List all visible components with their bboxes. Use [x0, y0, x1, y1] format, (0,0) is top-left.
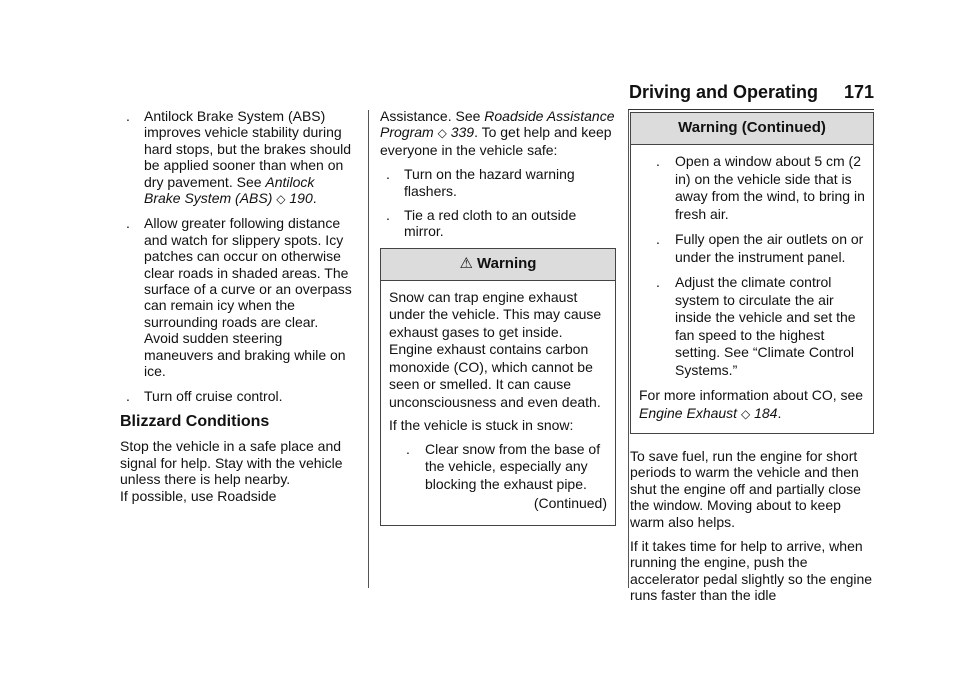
list-item: [120, 388, 352, 404]
paragraph: If it takes time for help to arrive, when running the engine, push the accelerator pedal slightly so the engine runs faster than the idle: [630, 538, 873, 604]
warning-body: [631, 145, 873, 433]
warning-header: Warning (Continued): [631, 113, 873, 145]
bullet: .: [386, 166, 390, 183]
section-title: Driving and Operating: [628, 82, 818, 102]
bullet: .: [126, 108, 130, 124]
bullet-text: Turn on the hazard warning flashers.: [404, 166, 575, 199]
list-item: [120, 215, 352, 379]
bullet-text: Antilock Brake System (ABS) improves vehicle stability during hard stops, but the brakes should be applied sooner than when on dry pavement. See: [144, 108, 352, 190]
list-item: [380, 207, 616, 240]
page-reference[interactable]: 190: [289, 190, 313, 207]
bullet-text: Adjust the climate control system to circulate the air inside the vehicle and set the fan speed to the highest setting. See “Climate Control Systems.”: [675, 274, 856, 378]
bullet: .: [386, 207, 390, 224]
text: For more information about CO, see: [639, 387, 864, 403]
page-ref-icon: ◇: [276, 192, 286, 207]
page-reference[interactable]: 184: [754, 404, 778, 421]
text: Assistance. See: [380, 108, 481, 124]
column-left: [120, 108, 352, 512]
list-item: [380, 166, 616, 199]
continued-label: (Continued): [533, 495, 607, 512]
warning-title: Warning: [477, 255, 537, 273]
page-number: 171: [843, 82, 874, 102]
column-divider: [368, 110, 369, 588]
header-rule: [628, 109, 874, 110]
cross-reference-link[interactable]: Roadside Assistance Program: [380, 108, 615, 141]
paragraph: To save fuel, run the engine for short periods to warm the vehicle and then shut the engine off and partially close the window. Moving about to keep warm also helps.: [630, 448, 861, 530]
bullet: .: [656, 153, 660, 169]
bullet-text: Clear snow from the base of the vehicle, especially any blocking the exhaust pipe.: [425, 440, 601, 492]
paragraph: Stop the vehicle in a safe place and signal for help. Stay with the vehicle unless there is help nearby.: [120, 438, 343, 488]
warning-text: If the vehicle is stuck in snow:: [389, 417, 574, 434]
list-item: [120, 108, 352, 207]
page-ref-icon: ◇: [740, 406, 751, 421]
page-header: [628, 82, 874, 112]
warning-text: Snow can trap engine exhaust under the vehicle. This may cause exhaust gases to get inside. Engine exhaust contains carbon monoxide (CO), which cannot be seen or smelled. It can cause unconsciousness and even death.: [389, 288, 602, 410]
cross-reference-link[interactable]: Engine Exhaust: [639, 404, 738, 421]
column-middle: [380, 108, 616, 526]
section-heading: Blizzard Conditions: [120, 412, 270, 430]
list-item: [639, 153, 865, 223]
warning-icon: ⚠: [459, 255, 473, 273]
warning-box-continued: [630, 112, 874, 434]
bullet: .: [126, 215, 130, 232]
bullet-text: Turn off cruise control.: [144, 387, 283, 404]
warning-text: [639, 387, 865, 423]
bullet: .: [656, 231, 660, 247]
bullet-text: Tie a red cloth to an outside mirror.: [404, 207, 577, 240]
paragraph: If possible, use Roadside: [120, 487, 277, 504]
warning-box: [380, 248, 616, 526]
text: . To get help and keep everyone in the vehicle safe:: [380, 124, 612, 158]
paragraph: [380, 108, 616, 158]
punctuation: .: [312, 190, 317, 207]
bullet-text: Open a window about 5 cm (2 in) on the vehicle side that is away from the wind, to bring in fresh air.: [675, 153, 865, 222]
list-item: [639, 274, 865, 379]
punctuation: .: [777, 404, 782, 421]
bullet: .: [406, 440, 410, 457]
bullet-text: Fully open the air outlets on or under the instrument panel.: [675, 231, 864, 265]
page-reference[interactable]: 339: [450, 124, 475, 141]
list-item: [389, 441, 607, 494]
bullet-text: Allow greater following distance and watch for slippery spots. Icy patches can occur on otherwise clear roads in shaded areas. The surface of a curve or an overpass can remain icy when the surrounding roads are clear. Avoid sudden steering maneuvers and braking while on ice.: [144, 215, 352, 380]
cross-reference-link[interactable]: Antilock Brake System (ABS): [144, 173, 315, 207]
warning-body: [381, 281, 615, 525]
page-ref-icon: ◇: [437, 126, 447, 141]
column-right: [630, 112, 874, 612]
bullet: .: [126, 387, 130, 404]
list-item: [639, 231, 865, 266]
column-divider: [628, 110, 629, 588]
bullet: .: [656, 274, 660, 290]
warning-header: [381, 249, 615, 281]
